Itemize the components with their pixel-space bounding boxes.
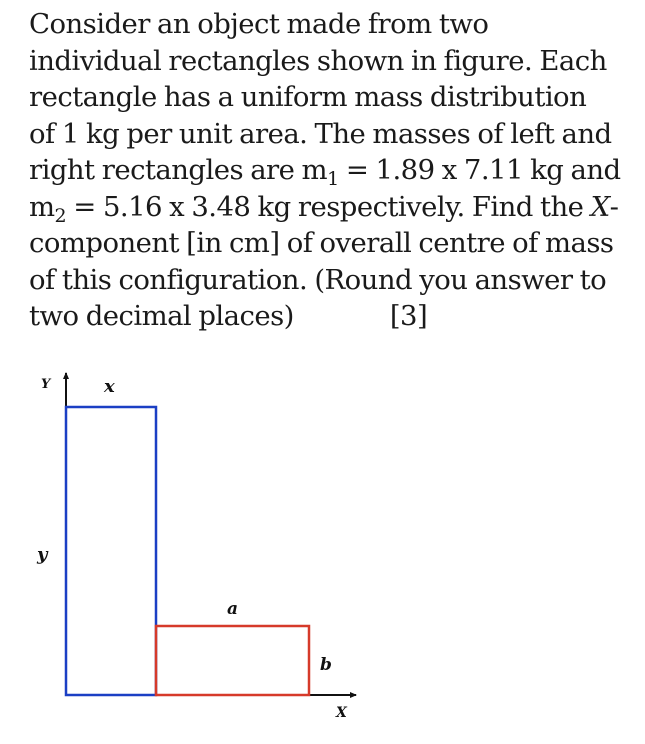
question-line-8: of this configuration. (Round you answer to	[29, 263, 607, 296]
m2-subscript: 2	[54, 204, 67, 227]
figure-diagram	[0, 360, 645, 744]
left-width-label: x	[104, 376, 115, 397]
question-line-1: Consider an object made from two	[29, 8, 489, 40]
left-height-label: y	[37, 544, 48, 565]
question-line-4: of 1 kg per unit area. The masses of left and	[29, 117, 612, 150]
question-line-6	[29, 189, 635, 226]
left-rectangle	[66, 407, 156, 695]
question-text	[29, 6, 635, 335]
question-line-9-text: two decimal places)	[29, 300, 294, 332]
question-line-5	[29, 152, 635, 189]
x-component-symbol: X	[590, 190, 610, 223]
m2-value: = 5.16 x 3.48 kg respectively. Find the	[66, 190, 591, 223]
x-axis-label: X	[336, 705, 347, 721]
y-axis-label: Y	[41, 377, 51, 392]
marks-badge: [3]	[389, 300, 428, 332]
m1-value: = 1.89 x 7.11 kg and	[338, 154, 621, 186]
question-line-2: individual rectangles shown in figure. Each	[29, 44, 607, 77]
question-line-3: rectangle has a uniform mass distribution	[29, 81, 587, 113]
m1-symbol: right rectangles are m	[29, 154, 328, 186]
m2-symbol: m	[29, 190, 55, 223]
right-height-label: b	[320, 655, 332, 675]
question-line-9	[29, 298, 635, 335]
right-rectangle	[156, 626, 309, 695]
hyphen: -	[609, 190, 619, 223]
question-line-7: component [in cm] of overall centre of mass	[29, 227, 614, 259]
m1-subscript: 1	[327, 168, 339, 190]
right-width-label: a	[227, 599, 239, 619]
